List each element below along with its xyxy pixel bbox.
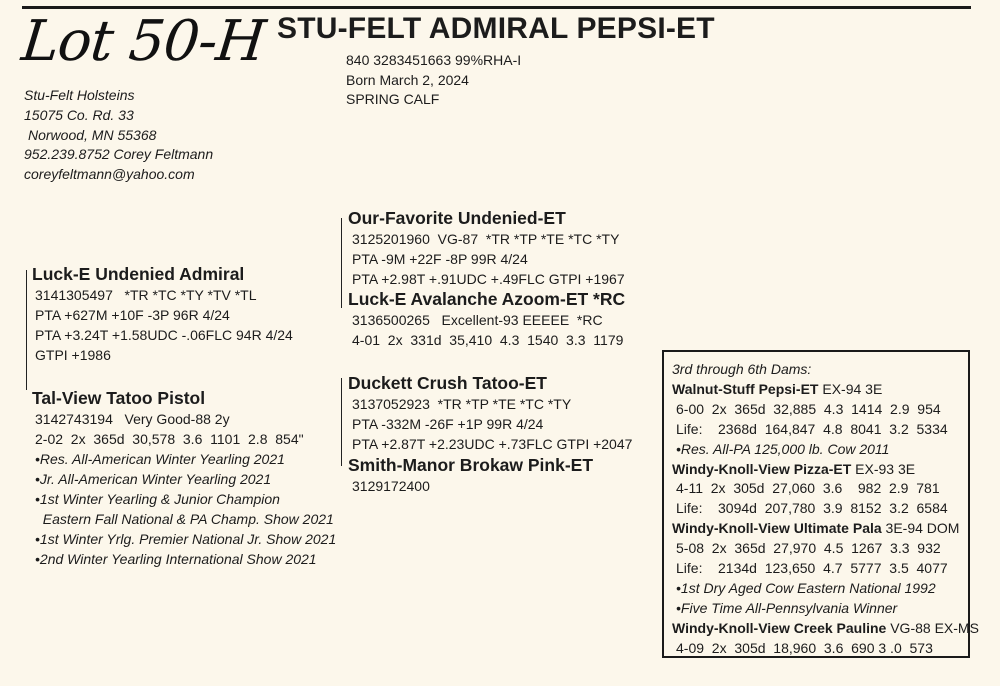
breeder-email: coreyfeltmann@yahoo.com (24, 166, 195, 183)
sire-name: Luck-E Undenied Admiral (32, 264, 245, 284)
dam-entry-record: 6-00 2x 365d 32,885 4.3 1414 2.9 954 (676, 400, 941, 417)
sire-dam-line: 3136500265 Excellent-93 EEEEE *RC (352, 312, 603, 328)
dam-sire-name: Duckett Crush Tatoo-ET (348, 373, 547, 393)
class-label: SPRING CALF (346, 91, 440, 107)
pedigree-line-dam-side (341, 378, 342, 466)
dam-entry-class: EX-94 3E (818, 380, 883, 397)
dam-name: Tal-View Tatoo Pistol (32, 388, 206, 408)
animal-info (346, 51, 521, 110)
pedigree-line-sire-side (341, 218, 342, 308)
dam-block (32, 388, 336, 569)
dam-entry-record: 4-11 2x 305d 27,060 3.6 982 2.9 781 (676, 480, 940, 497)
dam-honor: •1st Winter Yearling & Junior Champion (35, 491, 280, 507)
sire-sire-line: 3125201960 VG-87 *TR *TP *TE *TC *TY (352, 231, 620, 247)
dam-dam-block (348, 455, 593, 496)
dam-entry-note: •Res. All-PA 125,000 lb. Cow 2011 (676, 440, 890, 457)
dam-honor: •1st Winter Yrlg. Premier National Jr. Show 2021 (35, 531, 337, 547)
dam-entry-record: 4-09 2x 305d 18,960 3.6 690 3 .0 573 (676, 639, 933, 656)
dam-entry-note: •1st Dry Aged Cow Eastern National 1992 (676, 579, 936, 596)
dam-dam-line: 3129172400 (352, 478, 430, 494)
dam-line: 3142743194 Very Good-88 2y (35, 411, 230, 427)
sire-sire-line: PTA -9M +22F -8P 99R 4/24 (352, 251, 528, 267)
dam-entry-record: 5-08 2x 365d 27,970 4.5 1267 3.3 932 (676, 540, 941, 557)
sire-line: GTPI +1986 (35, 347, 111, 363)
dam-entry-record: Life: 3094d 207,780 3.9 8152 3.2 6584 (676, 500, 948, 517)
breeder-city: Norwood, MN 55368 (28, 126, 157, 143)
dam-honor: •Res. All-American Winter Yearling 2021 (35, 451, 285, 467)
dam-entry-title (672, 460, 968, 480)
dam-entry-title (672, 519, 968, 539)
dam-entry-title (672, 619, 979, 639)
breeder-address: 15075 Co. Rd. 33 (24, 106, 134, 123)
dam-honor: •Jr. All-American Winter Yearling 2021 (35, 471, 272, 487)
sire-dam-name: Luck-E Avalanche Azoom-ET *RC (348, 289, 626, 309)
dam-entry-name: Windy-Knoll-View Pizza-ET (672, 460, 852, 477)
page-title: STU-FELT ADMIRAL PEPSI-ET (277, 12, 715, 45)
dam-entry-record: Life: 2134d 123,650 4.7 5777 3.5 4077 (676, 560, 948, 577)
breeder-name: Stu-Felt Holsteins (24, 87, 135, 103)
dam-sire-line: PTA +2.87T +2.23UDC +.73FLC GTPI +2047 (352, 436, 633, 452)
birth-date: Born March 2, 2024 (346, 71, 469, 88)
breeder-phone: 952.239.8752 Corey Feltmann (24, 146, 214, 163)
dam-entry-title (672, 380, 968, 400)
dam-honor: •2nd Winter Yearling International Show 2021 (35, 551, 317, 567)
sire-line: PTA +3.24T +1.58UDC -.06FLC 94R 4/24 (35, 327, 293, 343)
sire-block (32, 264, 293, 365)
sire-sire-name: Our-Favorite Undenied-ET (348, 208, 566, 228)
sire-sire-line: PTA +2.98T +.91UDC +.49FLC GTPI +1967 (352, 271, 625, 287)
dam-entry-class: 3E-94 DOM (881, 520, 960, 537)
registration-line: 840 3283451663 99%RHA-I (346, 52, 522, 68)
dam-entry-note: •Five Time All-Pennsylvania Winner (676, 599, 898, 616)
dam-entry-class: VG-88 EX-MS (886, 619, 979, 636)
breeder-contact (24, 86, 213, 185)
dam-entry-class: EX-93 3E (851, 460, 916, 477)
dam-sire-line: PTA -332M -26F +1P 99R 4/24 (352, 416, 544, 432)
dam-sire-line: 3137052923 *TR *TP *TE *TC *TY (352, 396, 572, 412)
dam-honor: Eastern Fall National & PA Champ. Show 2021 (35, 511, 334, 527)
sire-dam-block (348, 289, 625, 350)
dam-entry-name: Walnut-Stuff Pepsi-ET (672, 380, 819, 397)
dam-entry-name: Windy-Knoll-View Creek Pauline (672, 619, 887, 636)
dam-entry-name: Windy-Knoll-View Ultimate Pala (672, 520, 882, 537)
sire-sire-block (348, 208, 625, 289)
dams-box-heading: 3rd through 6th Dams: (672, 361, 812, 377)
dam-dam-name: Smith-Manor Brokaw Pink-ET (348, 455, 594, 475)
sire-line: 3141305497 *TR *TC *TY *TV *TL (35, 287, 257, 303)
sire-line: PTA +627M +10F -3P 96R 4/24 (35, 307, 230, 323)
dam-sire-block (348, 373, 632, 454)
dam-entry-record: Life: 2368d 164,847 4.8 8041 3.2 5334 (676, 420, 948, 437)
dam-line: 2-02 2x 365d 30,578 3.6 1101 2.8 854" (35, 431, 304, 447)
pedigree-line-sire (26, 270, 27, 390)
extended-dams-box (662, 350, 979, 658)
sire-dam-line: 4-01 2x 331d 35,410 4.3 1540 3.3 1179 (352, 332, 624, 348)
lot-number: Lot 50-H (18, 9, 268, 74)
